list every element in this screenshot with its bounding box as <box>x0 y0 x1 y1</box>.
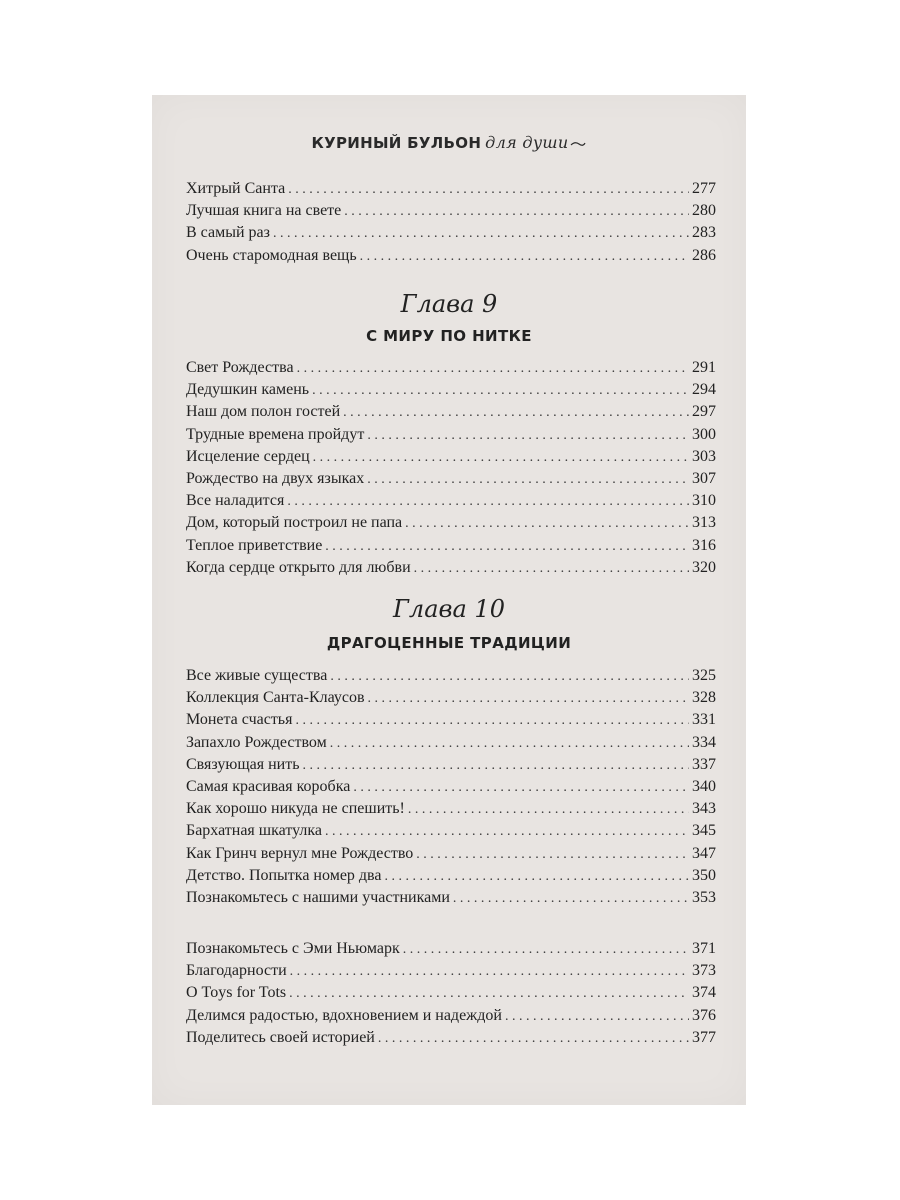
entry-title: Познакомьтесь с нашими участниками <box>186 888 450 906</box>
entry-title: Коллекция Санта-Клаусов <box>186 689 365 707</box>
entry-title: Рождество на двух языках <box>186 469 365 487</box>
dot-leader <box>295 710 689 732</box>
dot-leader <box>403 939 689 961</box>
toc-entry[interactable] <box>186 938 716 960</box>
dot-leader <box>414 558 689 580</box>
entry-title: Поделитесь своей историей <box>186 1028 375 1046</box>
entry-title: Свет Рождества <box>186 359 294 376</box>
entry-title: Все наладится <box>186 492 285 510</box>
toc-entry[interactable] <box>186 490 716 512</box>
entry-title: Хитрый Санта <box>186 180 286 197</box>
entry-page: 291 <box>692 359 716 376</box>
dot-leader <box>344 201 689 223</box>
entry-page: 294 <box>692 381 716 399</box>
toc-entry[interactable] <box>186 843 716 865</box>
toc-section-a <box>186 178 716 267</box>
toc-entry[interactable] <box>186 424 716 446</box>
entry-title: Наш дом полон гостей <box>186 403 341 421</box>
running-head-script: для души <box>485 133 569 152</box>
entry-title: Самая красивая коробка <box>186 777 351 795</box>
toc-entry[interactable] <box>186 1027 716 1049</box>
toc-back-matter <box>186 938 716 1049</box>
running-head-title: КУРИНЫЙ БУЛЬОН <box>311 134 482 152</box>
entry-title: Запахло Рождеством <box>186 733 327 751</box>
dot-leader <box>273 223 689 245</box>
entry-title: Детство. Попытка номер два <box>186 866 382 884</box>
entry-page: 316 <box>692 536 716 554</box>
entry-title: Благодарности <box>186 962 287 980</box>
dot-leader <box>330 666 689 688</box>
toc-chapter-9 <box>186 357 716 579</box>
toc-chapter-10 <box>186 665 716 909</box>
entry-page: 331 <box>692 711 716 729</box>
entry-title: Делимся радостью, вдохновением и надеждой <box>186 1006 502 1024</box>
entry-title: Теплое приветствие <box>186 536 323 554</box>
dot-leader <box>297 358 689 380</box>
dot-leader <box>312 380 689 402</box>
dot-leader <box>343 402 689 424</box>
dot-leader <box>287 491 689 513</box>
entry-title: Бархатная шкатулка <box>186 822 323 840</box>
entry-page: 277 <box>692 180 716 197</box>
toc-entry[interactable] <box>186 468 716 490</box>
dot-leader <box>453 888 689 910</box>
running-head <box>152 133 746 152</box>
toc-entry[interactable] <box>186 178 716 200</box>
dot-leader <box>385 866 690 888</box>
toc-entry[interactable] <box>186 732 716 754</box>
toc-entry[interactable] <box>186 982 716 1004</box>
entry-title: Исцеление сердец <box>186 447 310 465</box>
entry-page: 373 <box>692 962 716 980</box>
dot-leader <box>378 1028 689 1050</box>
toc-entry[interactable] <box>186 535 716 557</box>
entry-page: 377 <box>692 1028 716 1046</box>
chapter-10-title: ДРАГОЦЕННЫЕ ТРАДИЦИИ <box>326 634 572 652</box>
dot-leader <box>416 844 689 866</box>
chapter-9-label: Глава 9 <box>400 290 498 318</box>
entry-title: Когда сердце открыто для любви <box>186 558 411 576</box>
dot-leader <box>353 777 689 799</box>
toc-entry[interactable] <box>186 401 716 423</box>
entry-page: 280 <box>692 202 716 220</box>
toc-entry[interactable] <box>186 245 716 267</box>
dot-leader <box>367 425 689 447</box>
dot-leader <box>290 961 689 983</box>
entry-page: 347 <box>692 844 716 862</box>
dot-leader <box>367 469 689 491</box>
entry-title: Все живые существа <box>186 667 328 684</box>
dot-leader <box>325 821 689 843</box>
toc-entry[interactable] <box>186 446 716 468</box>
entry-page: 340 <box>692 777 716 795</box>
entry-page: 307 <box>692 469 716 487</box>
entry-title: В самый раз <box>186 224 270 242</box>
entry-title: Как хорошо никуда не спешить! <box>186 800 405 818</box>
dot-leader <box>288 179 689 201</box>
entry-title: Познакомьтесь с Эми Ньюмарк <box>186 940 400 957</box>
dot-leader <box>289 983 689 1005</box>
entry-page: 325 <box>692 667 716 684</box>
entry-page: 283 <box>692 224 716 242</box>
toc-entry[interactable] <box>186 709 716 731</box>
entry-title: Очень старомодная вещь <box>186 246 357 264</box>
entry-page: 334 <box>692 733 716 751</box>
book-page <box>152 95 746 1105</box>
entry-page: 303 <box>692 447 716 465</box>
toc-entry[interactable] <box>186 379 716 401</box>
dot-leader <box>303 755 689 777</box>
entry-title: Монета счастья <box>186 711 293 729</box>
entry-title: Как Гринч вернул мне Рождество <box>186 844 414 862</box>
entry-page: 371 <box>692 940 716 957</box>
entry-page: 345 <box>692 822 716 840</box>
chapter-9-title: С МИРУ ПО НИТКЕ <box>366 327 532 345</box>
chapter-10-label: Глава 10 <box>393 595 505 623</box>
toc-entry[interactable] <box>186 557 716 579</box>
entry-page: 374 <box>692 984 716 1002</box>
entry-page: 350 <box>692 866 716 884</box>
toc-entry[interactable] <box>186 887 716 909</box>
toc-entry[interactable] <box>186 512 716 534</box>
toc-entry[interactable] <box>186 754 716 776</box>
toc-entry[interactable] <box>186 776 716 798</box>
dot-leader <box>505 1006 689 1028</box>
dot-leader <box>368 688 689 710</box>
entry-page: 337 <box>692 755 716 773</box>
dot-leader <box>325 536 689 558</box>
entry-page: 343 <box>692 800 716 818</box>
entry-title: Трудные времена пройдут <box>186 425 365 443</box>
toc-entry[interactable] <box>186 960 716 982</box>
toc-entry[interactable] <box>186 222 716 244</box>
entry-page: 328 <box>692 689 716 707</box>
entry-page: 376 <box>692 1006 716 1024</box>
dot-leader <box>360 246 689 268</box>
toc-entry[interactable] <box>186 687 716 709</box>
toc-entry[interactable] <box>186 357 716 379</box>
entry-page: 297 <box>692 403 716 421</box>
dot-leader <box>313 447 689 469</box>
entry-title: Дедушкин камень <box>186 381 310 399</box>
toc-entry[interactable] <box>186 820 716 842</box>
entry-title: О Toys for Tots <box>186 984 287 1002</box>
entry-page: 313 <box>692 514 716 532</box>
entry-page: 353 <box>692 888 716 906</box>
entry-page: 300 <box>692 425 716 443</box>
toc-entry[interactable] <box>186 665 716 687</box>
toc-entry[interactable] <box>186 200 716 222</box>
entry-page: 286 <box>692 246 716 264</box>
entry-title: Лучшая книга на свете <box>186 202 342 220</box>
toc-entry[interactable] <box>186 798 716 820</box>
dot-leader <box>405 513 689 535</box>
entry-page: 320 <box>692 558 716 576</box>
entry-page: 310 <box>692 492 716 510</box>
toc-entry[interactable] <box>186 865 716 887</box>
swash-ornament-icon <box>570 140 586 148</box>
dot-leader <box>408 799 689 821</box>
entry-title: Дом, который построил не папа <box>186 514 403 532</box>
dot-leader <box>330 733 689 755</box>
entry-title: Связующая нить <box>186 755 300 773</box>
toc-entry[interactable] <box>186 1005 716 1027</box>
